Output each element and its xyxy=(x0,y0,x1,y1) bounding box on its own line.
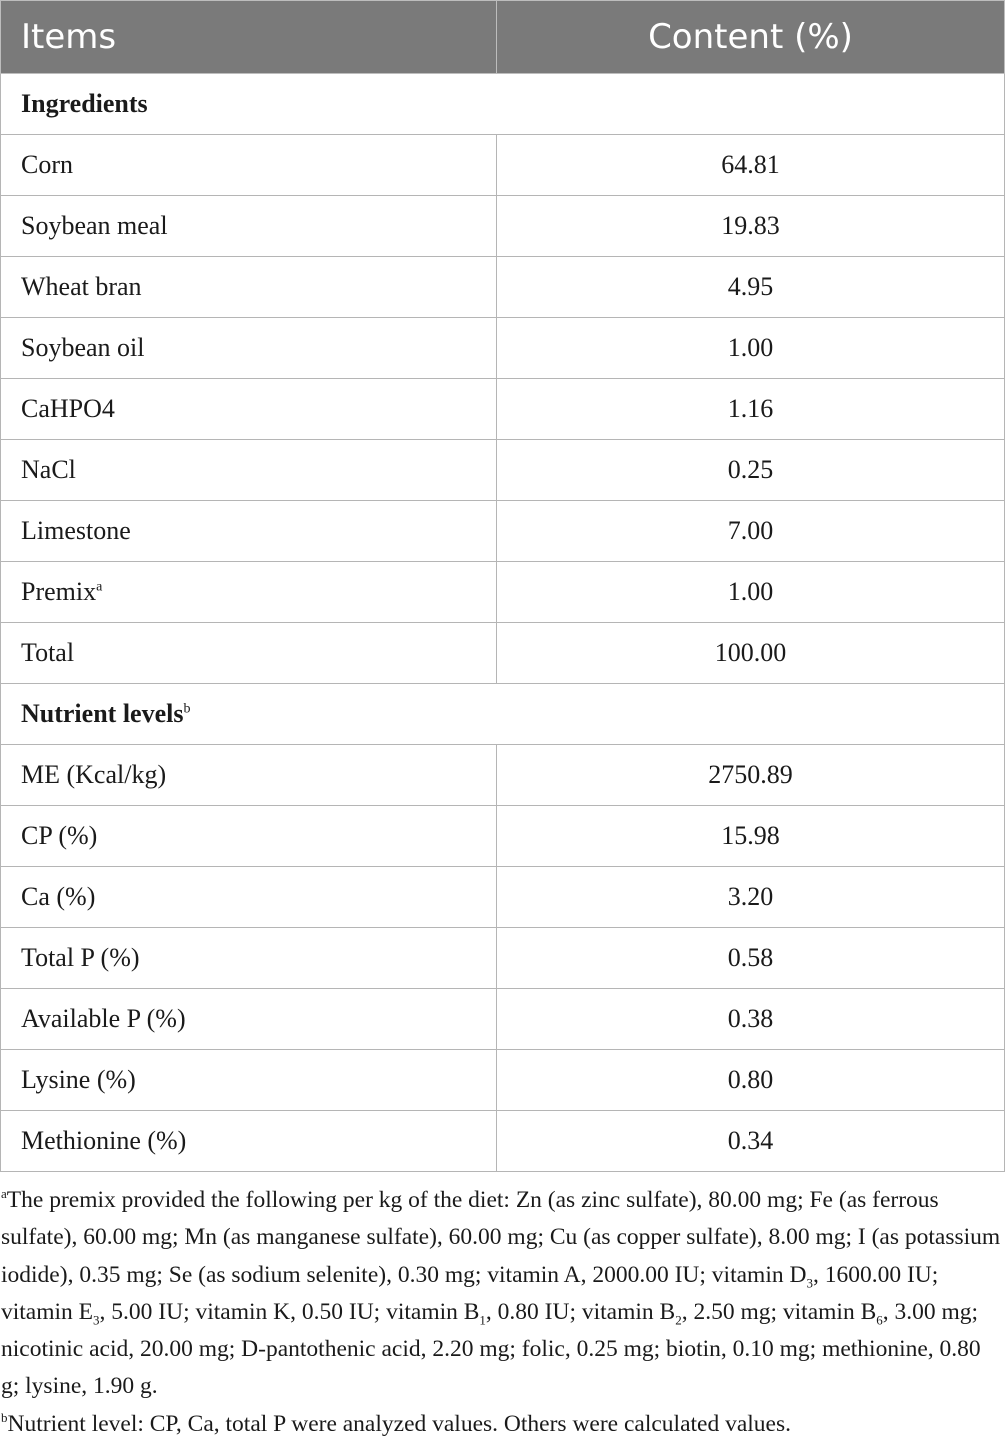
footnote-text: , 0.80 IU; vitamin B xyxy=(485,1298,676,1325)
table-row xyxy=(1,989,1005,1050)
footnote-text: Nutrient level: CP, Ca, total P were analyzed values. Others were calculated values. xyxy=(7,1410,791,1437)
item-cell: ME (Kcal/kg) xyxy=(1,745,497,806)
footnote-marker-b: b xyxy=(1,1409,8,1425)
table-row xyxy=(1,623,1005,684)
section-title-ingredients: Ingredients xyxy=(1,74,1005,135)
value-cell: 0.80 xyxy=(497,1050,1005,1111)
item-cell: NaCl xyxy=(1,440,497,501)
table-header xyxy=(1,1,1005,74)
value-cell: 0.38 xyxy=(497,989,1005,1050)
footnote-text: , 1600.00 IU; vitamin E xyxy=(1,1261,939,1325)
value-cell: 4.95 xyxy=(497,257,1005,318)
table-row xyxy=(1,562,1005,623)
value-cell: 0.25 xyxy=(497,440,1005,501)
item-cell: Soybean meal xyxy=(1,196,497,257)
header-content: Content (%) xyxy=(497,1,1005,74)
footnote-marker: b xyxy=(183,701,191,717)
item-cell: Corn xyxy=(1,135,497,196)
value-cell: 64.81 xyxy=(497,135,1005,196)
footnote-b xyxy=(1,1406,1001,1443)
item-cell: Soybean oil xyxy=(1,318,497,379)
value-cell: 0.34 xyxy=(497,1111,1005,1172)
item-cell: Available P (%) xyxy=(1,989,497,1050)
footnote-text: , 2.50 mg; vitamin B xyxy=(681,1298,877,1325)
footnote-a xyxy=(1,1182,1001,1406)
item-cell: Total xyxy=(1,623,497,684)
item-cell: Total P (%) xyxy=(1,928,497,989)
value-cell: 2750.89 xyxy=(497,745,1005,806)
value-cell: 100.00 xyxy=(497,623,1005,684)
table-row xyxy=(1,501,1005,562)
table-row xyxy=(1,318,1005,379)
section-row-ingredients xyxy=(1,74,1005,135)
value-cell: 1.00 xyxy=(497,562,1005,623)
table-row xyxy=(1,1050,1005,1111)
table-row xyxy=(1,1111,1005,1172)
table-row xyxy=(1,257,1005,318)
item-cell: Methionine (%) xyxy=(1,1111,497,1172)
value-cell: 7.00 xyxy=(497,501,1005,562)
table-row xyxy=(1,867,1005,928)
table-row xyxy=(1,379,1005,440)
subscript: 3 xyxy=(93,1312,100,1328)
value-cell: 1.00 xyxy=(497,318,1005,379)
table-row xyxy=(1,196,1005,257)
footnote-text: , 5.00 IU; vitamin K, 0.50 IU; vitamin B xyxy=(99,1298,480,1325)
table-row xyxy=(1,745,1005,806)
table-row xyxy=(1,440,1005,501)
section-row-nutrients xyxy=(1,684,1005,745)
table-body xyxy=(1,74,1005,1172)
value-cell: 15.98 xyxy=(497,806,1005,867)
footnote-text: , 3.00 mg; nicotinic acid, 20.00 mg; D-pantothenic acid, 2.20 mg; folic, 0.25 mg; biotin, 0.10 mg; methionine, 0.80 g; lysine, 1.90 g. xyxy=(1,1298,981,1400)
header-items: Items xyxy=(1,1,497,74)
item-cell: Ca (%) xyxy=(1,867,497,928)
subscript: 6 xyxy=(876,1312,883,1328)
item-cell: CP (%) xyxy=(1,806,497,867)
value-cell: 3.20 xyxy=(497,867,1005,928)
header-row xyxy=(1,1,1005,74)
item-label: Premix xyxy=(21,577,97,606)
value-cell: 19.83 xyxy=(497,196,1005,257)
table-row xyxy=(1,135,1005,196)
footnote-marker-a: a xyxy=(1,1186,7,1202)
footnote-text: The premix provided the following per kg of the diet: Zn (as zinc sulfate), 80.00 mg; Fe (as ferrous sulfate), 60.00 mg; Mn (as manganese sulfate), 60.00 mg; Cu (as copper sulfate), 8.00 mg; I (as potassium iodide), 0.35 mg; Se (as sodium selenite), 0.30 mg; vitamin A, 2000.00 IU; vitamin D xyxy=(1,1187,1001,1288)
subscript: 2 xyxy=(675,1312,682,1328)
table-footnotes xyxy=(0,1182,1001,1443)
footnote-marker: a xyxy=(96,579,103,595)
section-title-text: Nutrient levels xyxy=(21,699,184,728)
item-cell xyxy=(1,562,497,623)
value-cell: 1.16 xyxy=(497,379,1005,440)
subscript: 1 xyxy=(479,1312,486,1328)
section-title-nutrients xyxy=(1,684,1005,745)
value-cell: 0.58 xyxy=(497,928,1005,989)
table-row xyxy=(1,928,1005,989)
item-cell: Wheat bran xyxy=(1,257,497,318)
table-row xyxy=(1,806,1005,867)
item-cell: Lysine (%) xyxy=(1,1050,497,1111)
item-cell: CaHPO4 xyxy=(1,379,497,440)
subscript: 3 xyxy=(806,1275,813,1291)
item-cell: Limestone xyxy=(1,501,497,562)
